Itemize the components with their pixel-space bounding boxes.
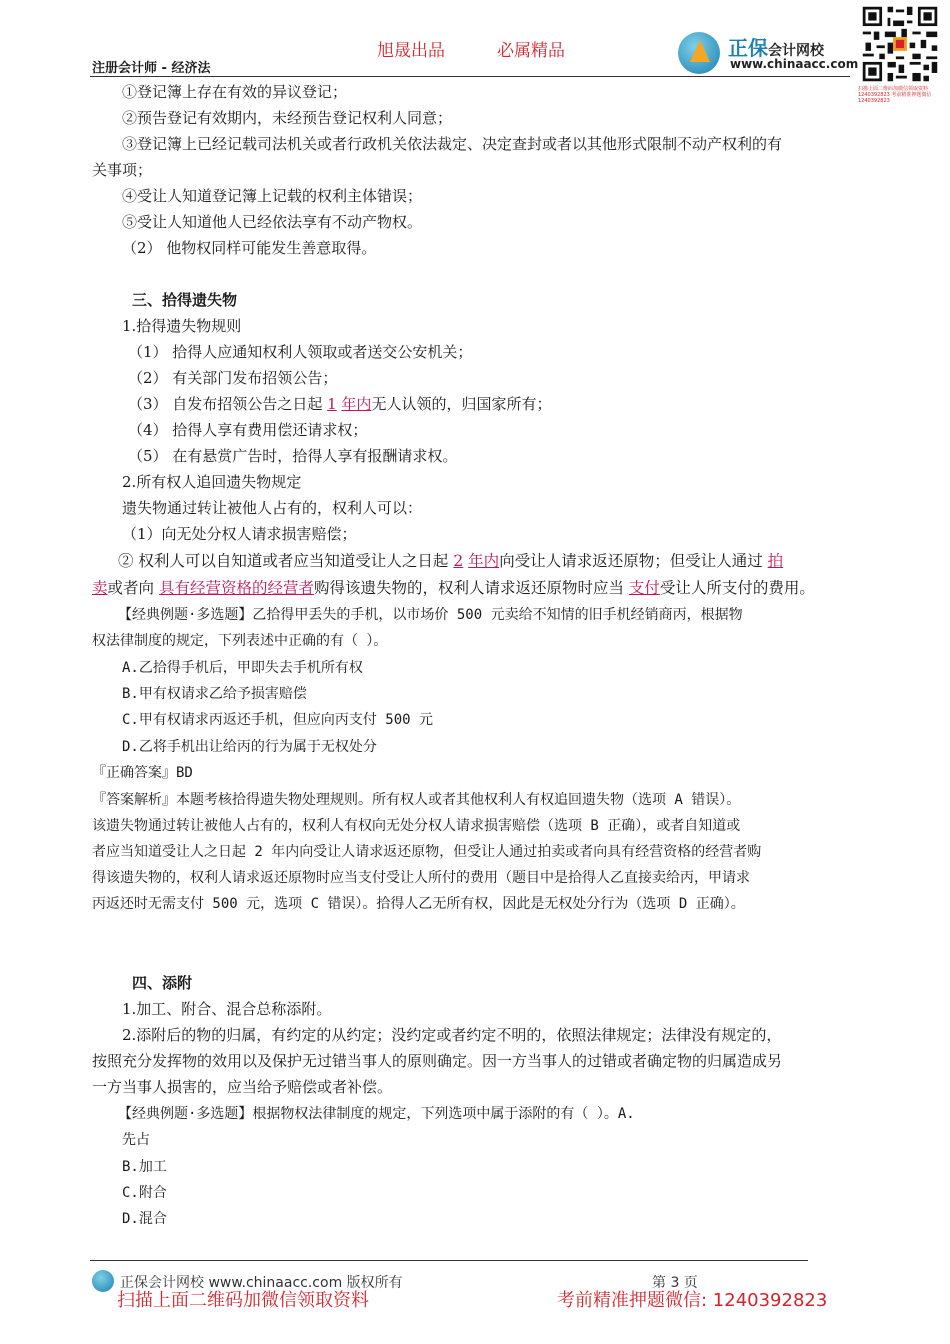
paragraph: 遗失物通过转让被他人占有的，权利人可以：: [122, 499, 423, 517]
subsection-heading: 1.拾得遗失物规则: [122, 317, 242, 335]
footer-divider: [90, 1260, 808, 1261]
section-heading: 四、添附: [132, 974, 193, 992]
list-item: ⑤受让人知道他人已经依法享有不动产物权。: [122, 213, 423, 231]
document-subject: 注册会计师 - 经济法: [92, 61, 211, 76]
option-c: C.附合: [122, 1185, 167, 1201]
brand-logo: [678, 30, 859, 76]
highlighted-term: 具有经营资格的经营者: [158, 579, 314, 597]
list-item: （2） 他物权同样可能发生善意取得。: [122, 239, 377, 257]
list-item: ②预告登记有效期内，未经预告登记权利人同意；: [122, 109, 453, 127]
section-heading: 三、拾得遗失物: [132, 291, 238, 309]
list-item: ③登记簿上已经记载司法机关或者行政机关依法裁定、决定查封或者以其他形式限制不动产权利的有: [122, 135, 783, 153]
paragraph: 按照充分发挥物的效用以及保护无过错当事人的原则确定。因一方当事人的过错或者确定物的归属造成另: [92, 1052, 783, 1070]
highlighted-term: 年内: [468, 552, 500, 570]
list-item: ①登记簿上存在有效的异议登记；: [122, 83, 348, 101]
highlighted-term: 1: [327, 395, 337, 413]
example-question: 【经典例题·多选题】根据物权法律制度的规定，下列选项中属于添附的有（ ）。A.: [118, 1106, 635, 1122]
list-item: （4） 拾得人享有费用偿还请求权；: [128, 421, 368, 439]
footer-copyright: 正保会计网校 www.chinaacc.com 版权所有: [120, 1275, 403, 1291]
subsection-heading: 2.所有权人追回遗失物规定: [122, 473, 302, 491]
list-item: （2） 有关部门发布招领公告；: [128, 369, 338, 387]
list-item: （1）向无处分权人请求损害赔偿；: [122, 525, 357, 543]
explanation: 得该遗失物的，权利人请求返还原物时应当支付受让人所付的费用（题目中是拾得人乙直接卖给丙，甲请求: [92, 870, 750, 886]
list-item: （3） 自发布招领公告之日起 1 年内无人认领的，归国家所有；: [128, 395, 552, 413]
footer-promo-right: 考前精准押题微信: 1240392823: [557, 1290, 828, 1311]
footer-logo-icon: [92, 1270, 114, 1292]
explanation: 丙返还时无需支付 500 元，选项 C 错误）。拾得人乙无所有权，因此是无权处分行为（选项 D 正确）。: [92, 896, 745, 912]
qr-caption: 扫描上面二维码加微信领取资料 1240392823 考前精准押题微信 1240392823: [858, 86, 932, 104]
header-divider: [90, 76, 850, 77]
highlighted-term: 卖: [92, 579, 108, 597]
list-item: （5） 在有悬赏广告时，拾得人享有报酬请求权。: [128, 447, 458, 465]
option-d: D.混合: [122, 1211, 167, 1227]
header-slogan-right: 必属精品: [497, 41, 565, 61]
header-slogan-left: 旭晟出品: [377, 41, 445, 61]
option-a: A.乙拾得手机后，甲即失去手机所有权: [122, 660, 363, 676]
list-item: ④受让人知道登记簿上记载的权利主体错误；: [122, 187, 423, 205]
option-b: B.加工: [122, 1159, 167, 1175]
list-item: ② 权利人可以自知道或者应当知道受让人之日起 2 年内向受让人请求返还原物；但受让人通过 拍: [118, 552, 784, 570]
option-c: C.甲有权请求丙返还手机，但应向丙支付 500 元: [122, 712, 433, 728]
brand-url: www.chinaacc.com: [730, 57, 859, 71]
answer: 『正确答案』BD: [92, 765, 193, 781]
logo-mark-icon: [678, 32, 720, 74]
list-item-continuation: 关事项；: [92, 161, 153, 179]
option-b: B.甲有权请求乙给予损害赔偿: [122, 686, 307, 702]
explanation: 『答案解析』本题考核拾得遗失物处理规则。所有权人或者其他权利人有权追回遗失物（选项 A 错误）。: [92, 792, 741, 808]
paragraph: 1.加工、附合、混合总称添附。: [122, 1000, 332, 1018]
option-d: D.乙将手机出让给丙的行为属于无权处分: [122, 739, 377, 755]
list-item: （1） 拾得人应通知权利人领取或者送交公安机关；: [128, 343, 473, 361]
explanation: 者应当知道受让人之日起 2 年内向受让人请求返还原物，但受让人通过拍卖或者向具有经营资格的经营者购: [92, 844, 762, 860]
paragraph: 2.添附后的物的归属，有约定的从约定；没约定或者约定不明的，依照法律规定；法律没有规定的，: [122, 1026, 782, 1044]
page-number: 第 3 页: [652, 1275, 698, 1291]
highlighted-term: 年内: [341, 395, 372, 413]
highlighted-term: 拍: [767, 552, 784, 570]
highlighted-term: 2: [453, 552, 464, 570]
example-question: 权法律制度的规定，下列表述中正确的有（ ）。: [92, 633, 388, 649]
explanation: 该遗失物通过转让被他人占有的，权利人有权向无处分权人请求损害赔偿（选项 B 正确），或者自知道或: [92, 818, 741, 834]
footer-promo-left: 扫描上面二维码加微信领取资料: [117, 1290, 369, 1311]
option-a: 先占: [122, 1132, 150, 1148]
example-question: 【经典例题·多选题】乙拾得甲丢失的手机，以市场价 500 元卖给不知情的旧手机经销商丙，根据物: [118, 607, 743, 623]
paragraph: 一方当事人损害的，应当给予赔偿或者补偿。: [92, 1078, 393, 1096]
list-item-continuation: 卖或者向 具有经营资格的经营者购得该遗失物的，权利人请求返还原物时应当 支付受让人所支付的费用。: [92, 579, 815, 597]
brand-name: 正保会计网校: [728, 36, 824, 60]
qr-code-icon: [860, 4, 940, 84]
highlighted-term: 支付: [628, 579, 660, 597]
